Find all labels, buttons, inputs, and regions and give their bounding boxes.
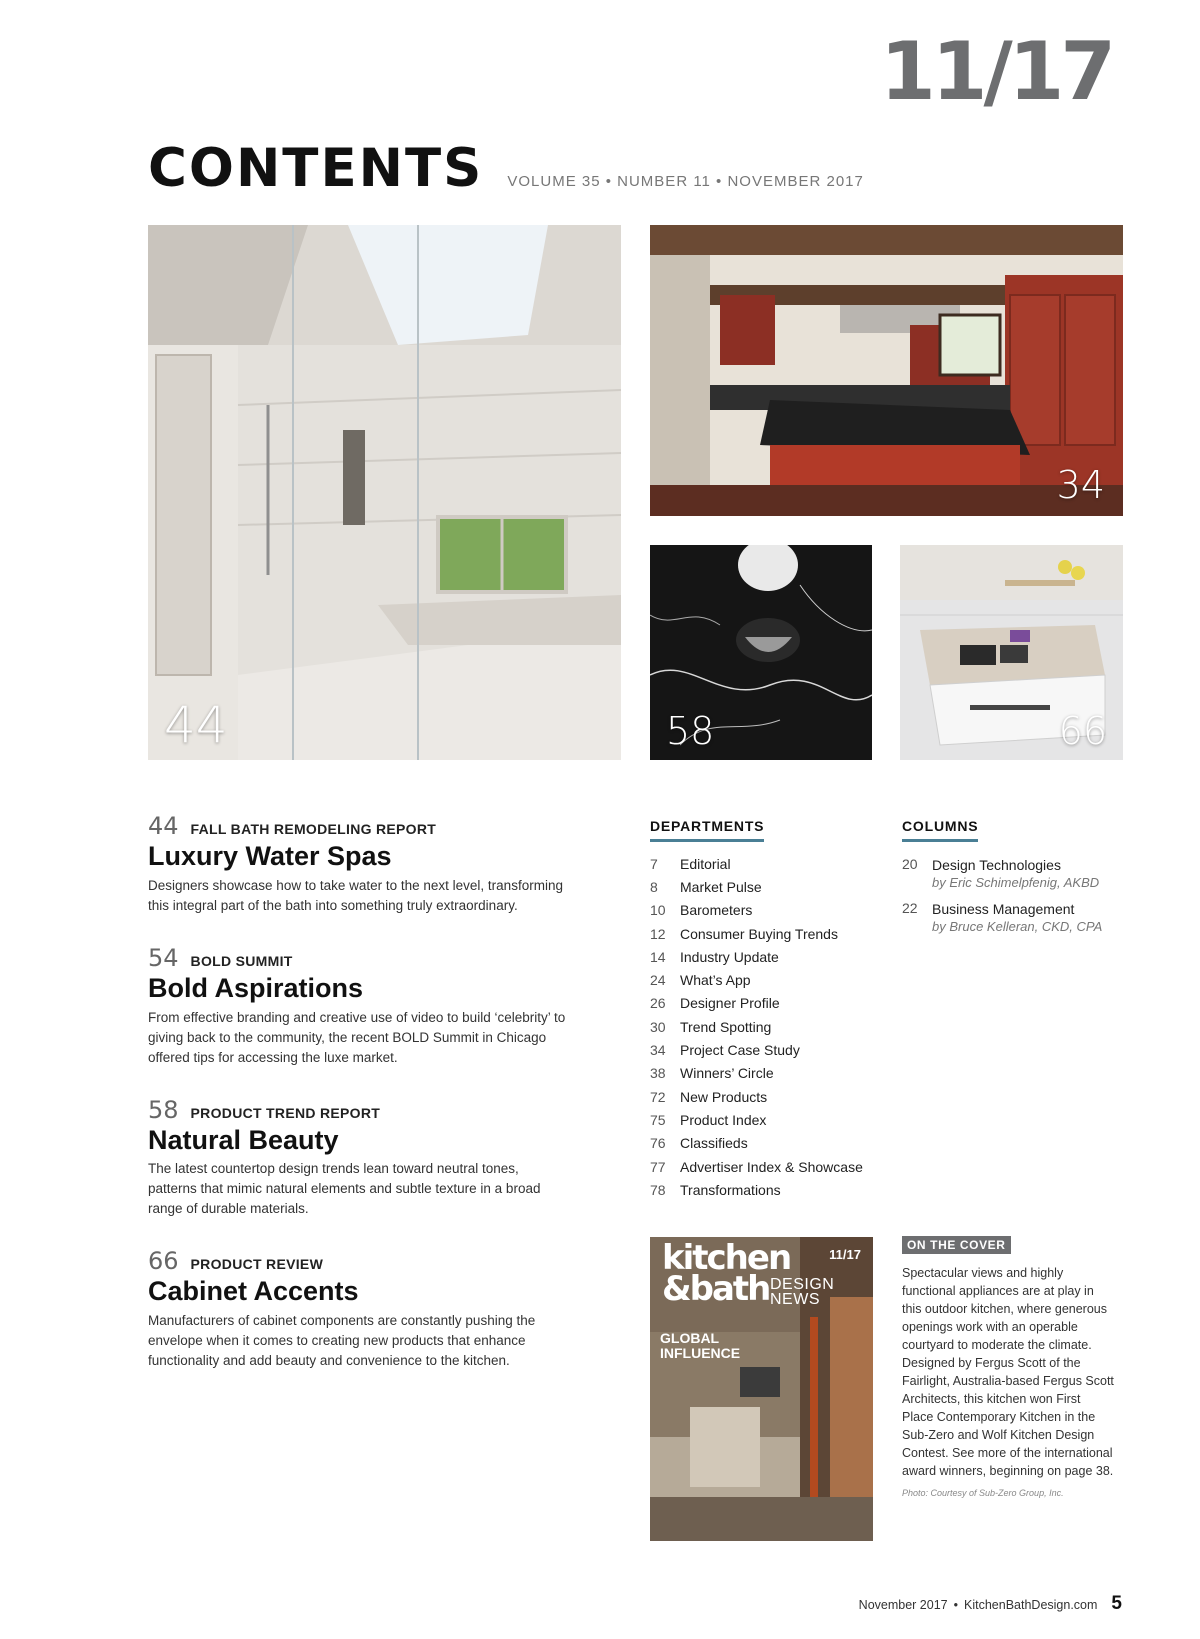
feature-category: PRODUCT REVIEW bbox=[190, 1256, 324, 1273]
feature-list bbox=[148, 814, 568, 1401]
bath-illustration bbox=[148, 225, 621, 760]
column-author: by Bruce Kelleran, CKD, CPA bbox=[932, 919, 1103, 934]
cover-logo-kitchen: kitchen bbox=[662, 1238, 791, 1278]
on-cover-text: Spectacular views and highly functional appliances are at play in this outdoor kitchen, where generous openings work with an operable courtyard to moderate the climate. Designed by Fergus Scott of the Fairlight, Australia-based Fergus Scott Architects, this kitchen won First Place Contemporary Kitchen in the Sub-Zero and Wolf Kitchen Design Contest. See more of the international award winners, beginning on page 38. bbox=[902, 1266, 1114, 1478]
feature-category: FALL BATH REMODELING REPORT bbox=[190, 821, 437, 837]
feature-description: Manufacturers of cabinet components are constantly pushing the envelope when it comes to creating new products that enhance functionality and add beauty and convenience to the kitchen. bbox=[148, 1313, 536, 1368]
feature-kicker bbox=[148, 943, 568, 972]
department-label[interactable]: Barometers bbox=[680, 902, 753, 919]
feature-title[interactable]: Luxury Water Spas bbox=[148, 841, 392, 871]
cover-headline: GLOBAL INFLUENCE bbox=[660, 1330, 741, 1361]
department-page-number: 30 bbox=[650, 1018, 666, 1035]
footer-site[interactable]: KitchenBathDesign.com bbox=[964, 1598, 1098, 1612]
feature-title[interactable]: Bold Aspirations bbox=[148, 972, 364, 1003]
cover-logo-subtitle bbox=[770, 1277, 834, 1307]
photo-page-number: 58 bbox=[666, 709, 715, 753]
department-item[interactable] bbox=[650, 1155, 870, 1178]
department-label[interactable]: Project Case Study bbox=[680, 1042, 800, 1059]
feature-page-number: 54 bbox=[148, 943, 179, 972]
feature-page-number: 66 bbox=[148, 1247, 179, 1276]
department-page-number: 75 bbox=[650, 1111, 666, 1128]
page-number: 5 bbox=[1111, 1593, 1122, 1614]
department-item[interactable] bbox=[650, 1085, 870, 1108]
department-item[interactable] bbox=[650, 1108, 870, 1131]
column-page-number: 20 bbox=[902, 856, 918, 872]
feature-description: Designers showcase how to take water to the next level, transforming this integral part of the bath into something truly extraordinary. bbox=[148, 877, 563, 913]
department-page-number: 12 bbox=[650, 925, 666, 942]
feature-item[interactable] bbox=[148, 1095, 568, 1220]
photo-page-number: 44 bbox=[164, 696, 228, 754]
departments-section bbox=[650, 818, 870, 1201]
department-page-number: 8 bbox=[650, 878, 658, 895]
photo-red-kitchen[interactable] bbox=[650, 225, 1123, 516]
magazine-cover-thumbnail[interactable] bbox=[650, 1237, 873, 1541]
column-item[interactable] bbox=[902, 900, 1142, 936]
department-label[interactable]: Advertiser Index & Showcase bbox=[680, 1158, 863, 1175]
contents-header bbox=[148, 138, 864, 199]
department-item[interactable] bbox=[650, 922, 870, 945]
department-item[interactable] bbox=[650, 852, 870, 875]
department-item[interactable] bbox=[650, 968, 870, 991]
photo-page-number: 34 bbox=[1056, 463, 1105, 507]
photo-bath-shower[interactable] bbox=[148, 225, 621, 760]
department-page-number: 24 bbox=[650, 972, 666, 989]
department-item[interactable] bbox=[650, 1132, 870, 1155]
column-title[interactable]: Design Technologies bbox=[932, 857, 1061, 873]
feature-kicker bbox=[148, 1247, 568, 1276]
department-label[interactable]: Transformations bbox=[680, 1181, 781, 1198]
department-label[interactable]: Product Index bbox=[680, 1111, 767, 1128]
department-item[interactable] bbox=[650, 899, 870, 922]
department-label[interactable]: Trend Spotting bbox=[680, 1018, 772, 1035]
department-label[interactable]: Winners’ Circle bbox=[680, 1065, 774, 1082]
column-title[interactable]: Business Management bbox=[932, 901, 1075, 917]
column-item[interactable] bbox=[902, 856, 1142, 892]
department-label[interactable]: Consumer Buying Trends bbox=[680, 925, 838, 942]
department-page-number: 72 bbox=[650, 1088, 666, 1105]
department-item[interactable] bbox=[650, 945, 870, 968]
columns-heading: COLUMNS bbox=[902, 818, 978, 842]
photo-credit: Photo: Courtesy of Sub-Zero Group, Inc. bbox=[902, 1488, 1064, 1498]
photo-cabinet-drawer[interactable] bbox=[900, 545, 1123, 760]
departments-heading: DEPARTMENTS bbox=[650, 818, 764, 842]
feature-page-number: 44 bbox=[148, 812, 179, 840]
on-cover-label: ON THE COVER bbox=[902, 1236, 1011, 1254]
kitchen-illustration bbox=[650, 225, 1123, 516]
department-label[interactable]: Editorial bbox=[680, 855, 731, 872]
department-label[interactable]: Market Pulse bbox=[680, 878, 762, 895]
department-page-number: 34 bbox=[650, 1042, 666, 1059]
photo-black-countertop[interactable] bbox=[650, 545, 872, 760]
department-page-number: 76 bbox=[650, 1135, 666, 1152]
footer-separator: • bbox=[953, 1598, 959, 1612]
department-item[interactable] bbox=[650, 992, 870, 1015]
department-page-number: 26 bbox=[650, 995, 666, 1012]
department-page-number: 78 bbox=[650, 1181, 666, 1198]
photo-page-number: 66 bbox=[1058, 709, 1107, 753]
department-item[interactable] bbox=[650, 1178, 870, 1201]
on-the-cover bbox=[902, 1236, 1114, 1498]
department-page-number: 77 bbox=[650, 1158, 666, 1175]
footer-date: November 2017 bbox=[858, 1598, 948, 1612]
department-label[interactable]: What’s App bbox=[680, 972, 751, 989]
volume-line: VOLUME 35 • NUMBER 11 • NOVEMBER 2017 bbox=[507, 173, 864, 190]
feature-description: From effective branding and creative use of video to build ‘celebrity’ to giving back to the community, the recent BOLD Summit in Chicago offered tips for accessing the luxe market. bbox=[148, 1009, 566, 1065]
department-item[interactable] bbox=[650, 875, 870, 898]
cover-issue: 11/17 bbox=[829, 1247, 861, 1262]
feature-kicker bbox=[148, 814, 568, 838]
feature-description: The latest countertop design trends lean toward neutral tones, patterns that mimic natural elements and subtle texture in a broad range of durable materials. bbox=[148, 1161, 541, 1217]
cover-logo-design: DESIGN bbox=[770, 1276, 835, 1293]
columns-section bbox=[902, 818, 1142, 944]
feature-item[interactable] bbox=[148, 1249, 568, 1371]
feature-category: PRODUCT TREND REPORT bbox=[190, 1104, 381, 1121]
cover-logo-news: NEWS bbox=[770, 1291, 820, 1309]
department-page-number: 7 bbox=[650, 855, 658, 872]
department-label[interactable]: New Products bbox=[680, 1088, 768, 1105]
feature-title[interactable]: Cabinet Accents bbox=[148, 1276, 359, 1307]
feature-category: BOLD SUMMIT bbox=[190, 952, 293, 969]
feature-item[interactable] bbox=[148, 943, 568, 1068]
feature-page-number: 58 bbox=[148, 1095, 179, 1124]
department-label[interactable]: Designer Profile bbox=[680, 995, 780, 1012]
department-label[interactable]: Industry Update bbox=[680, 948, 779, 965]
department-label[interactable]: Classifieds bbox=[680, 1135, 748, 1152]
department-item[interactable] bbox=[650, 1062, 870, 1085]
feature-kicker bbox=[148, 1095, 568, 1124]
department-page-number: 10 bbox=[650, 902, 666, 919]
feature-item[interactable] bbox=[148, 814, 568, 916]
issue-badge: 11/17 bbox=[880, 25, 1112, 118]
department-page-number: 38 bbox=[650, 1065, 666, 1082]
feature-title[interactable]: Natural Beauty bbox=[148, 1124, 339, 1155]
cover-logo-bath: &bath bbox=[662, 1269, 770, 1310]
department-page-number: 14 bbox=[650, 948, 666, 965]
column-author: by Eric Schimelpfenig, AKBD bbox=[932, 875, 1100, 890]
departments-list bbox=[650, 852, 870, 1201]
columns-list bbox=[902, 856, 1142, 936]
page-footer bbox=[859, 1593, 1122, 1615]
department-item[interactable] bbox=[650, 1038, 870, 1061]
page-title: CONTENTS bbox=[148, 138, 484, 199]
column-page-number: 22 bbox=[902, 900, 918, 916]
department-item[interactable] bbox=[650, 1015, 870, 1038]
